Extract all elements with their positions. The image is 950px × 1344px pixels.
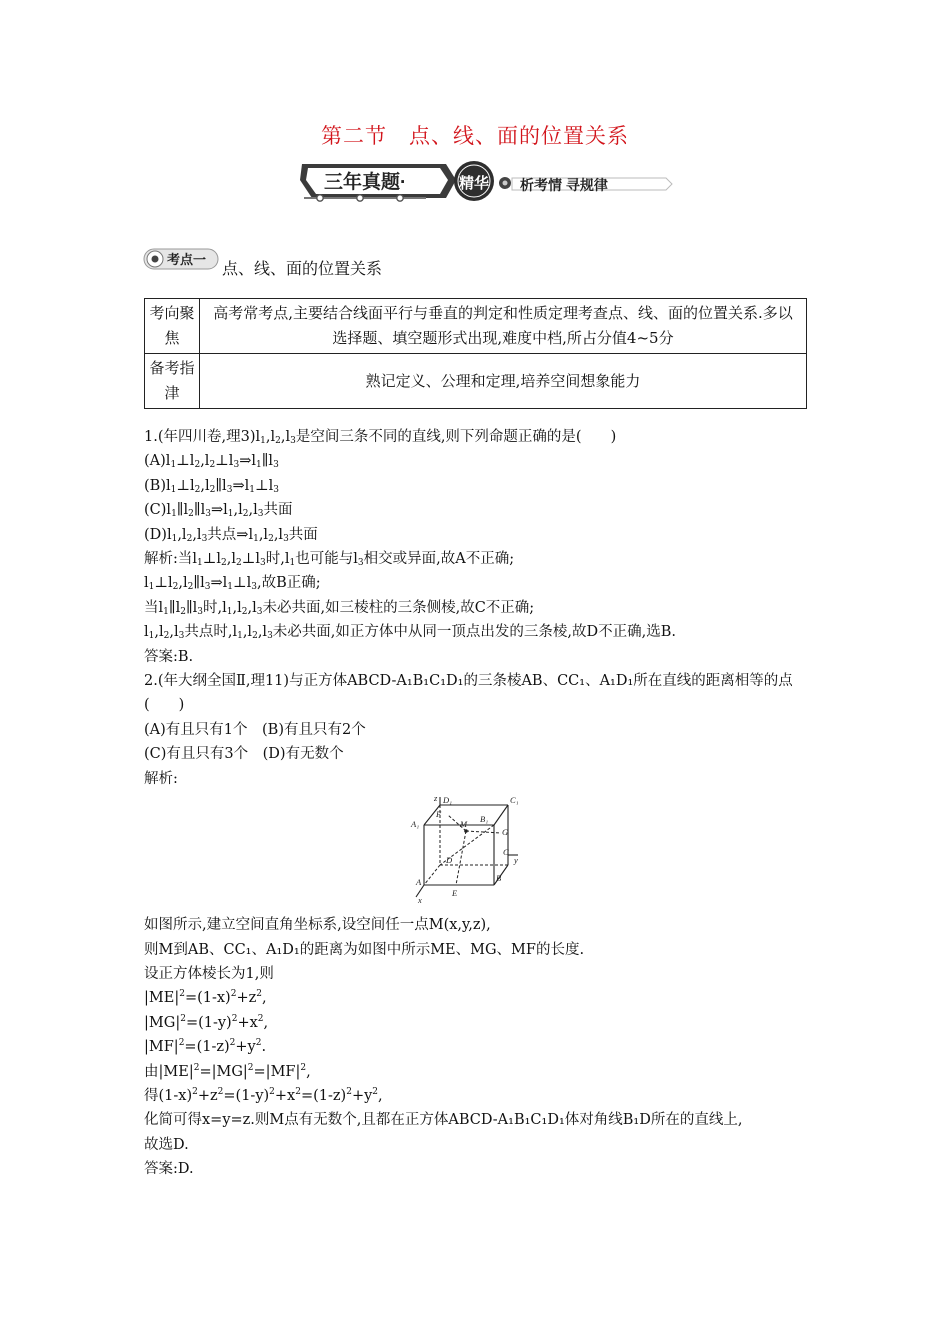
q2-eq-result: 得$(1-x)^2+z^2=(1-y)^2+x^2=(1-z)^2+y^2$, (144, 1086, 383, 1104)
q2-eq-mg: $|MG|^2=(1-y)^2+x^2$, (144, 1013, 269, 1031)
section-number: 第二节 (321, 124, 387, 148)
q2-analysis-label: 解析: (144, 770, 178, 787)
table-head-guide: 备考指津 (145, 354, 200, 409)
q1-option-c: $(C)l_1\parallel l_2\parallel l_3\Rightarrow l_1,l_2,l_3$共面 (144, 502, 293, 520)
table-head-focus: 考向聚焦 (145, 299, 200, 354)
fig-label-b1: B₁ (480, 814, 489, 825)
q2-eq-mf: $|MF|^2=(1-z)^2+y^2$. (144, 1038, 267, 1056)
fig-label-z: z (434, 795, 438, 804)
q1-analysis-4: $l_1,l_2,l_3$共点时$,l_1,l_2,l_3$未必共面,如正方体中从同一顶点出发的三条棱,故D不正确,选B. (144, 624, 677, 642)
q1-answer: 答案:B. (144, 648, 194, 665)
q1-analysis-1: 解析:当$l_1\perp l_2,l_2\perp l_3$时$,l_1$也可能与$l_3$相交或异面,故A不正确; (144, 551, 515, 569)
table-row (145, 299, 807, 354)
fig-label-e: E (452, 888, 458, 899)
q2-solution-2: 则M到AB、CC₁、A₁D₁的距离为如图中所示ME、MG、MF的长度. (144, 941, 585, 958)
q2-stem: 2.(年大纲全国Ⅱ,理11)与正方体ABCD-A₁B₁C₁D₁的三条棱AB、CC₁、A₁D₁所在直线的距离相等的点( ) (144, 673, 793, 714)
q2-solution-1: 如图所示,建立空间直角坐标系,设空间任一点M(x,y,z), (144, 917, 491, 934)
fig-label-b: B (496, 873, 502, 884)
q1-analysis-2: $l_1\perp l_2,l_2\parallel l_3\Rightarrow l_1\perp l_3$,故B正确; (144, 575, 321, 593)
fig-label-m: M (460, 819, 468, 830)
q1-option-b: $(B)l_1\perp l_2,l_2\parallel l_3\Rightarrow l_1\perp l_3$ (144, 477, 279, 495)
fig-label-x: x (418, 895, 422, 906)
page-title (0, 120, 950, 150)
q1-analysis-3: 当$l_1\parallel l_2\parallel l_3$时$,l_1,l_2,l_3$未必共面,如三棱柱的三条侧棱,故C不正确; (144, 599, 535, 617)
kaodian-badge-label: 考点一 (167, 252, 207, 267)
q2-options-ab: (A)有且只有1个 (B)有且只有2个 (144, 721, 366, 738)
main-content (144, 425, 816, 1182)
fig-label-a1: A₁ (411, 819, 420, 830)
q2-solution-9: 化简可得x=y=z.则M点有无数个,且都在正方体ABCD-A₁B₁C₁D₁体对角线B₁D所在的直线上, (144, 1112, 743, 1129)
table-cell-focus: 高考常考点,主要结合线面平行与垂直的判定和性质定理考查点、线、面的位置关系.多以选择题、填空题形式出现,难度中档,所占分值4~5分 (200, 299, 807, 354)
q1-option-d: $(D)l_1,l_2,l_3$共点$\Rightarrow l_1,l_2,l_3$共面 (144, 526, 318, 544)
q2-options-cd: (C)有且只有3个 (D)有无数个 (144, 746, 344, 763)
q2-answer: 答案:D. (144, 1161, 194, 1178)
fig-label-y: y (514, 855, 518, 866)
section-banner (296, 158, 686, 204)
fig-label-c: C (503, 847, 509, 858)
fig-label-g: G (502, 827, 509, 838)
exam-focus-table (144, 298, 807, 409)
banner-main: 三年真题· (324, 172, 407, 193)
q2-solution-3: 设正方体棱长为1,则 (144, 965, 274, 982)
banner-seal: 精华 (459, 175, 490, 192)
fig-label-d: D (446, 855, 453, 866)
q2-eq-equal: 由$|ME|^2=|MG|^2=|MF|^2$, (144, 1062, 311, 1080)
section-title: 点、线、面的位置关系 (409, 124, 629, 148)
cube-figure (410, 795, 520, 907)
table-cell-guide: 熟记定义、公理和定理,培养空间想象能力 (200, 354, 807, 409)
q2-solution-10: 故选D. (144, 1136, 189, 1153)
fig-label-d1: D₁ (443, 795, 453, 806)
q2-eq-me: $|ME|^2=(1-x)^2+z^2$, (144, 989, 267, 1007)
fig-label-c1: C₁ (510, 795, 519, 806)
kaodian-title: 点、线、面的位置关系 (222, 259, 383, 278)
banner-tagline: 析考情 寻规律 (520, 177, 608, 193)
q1-stem: 1.(年四川卷,理$3)l_1,l_2,l_3$是空间三条不同的直线,则下列命题正确的是( ) (144, 429, 617, 446)
table-row (145, 354, 807, 409)
q1-option-a: $(A)l_1\perp l_2,l_2\perp l_3\Rightarrow l_1\parallel l_3$ (144, 453, 279, 471)
kaodian-badge (143, 248, 219, 272)
fig-label-f: F (436, 809, 442, 820)
fig-label-a: A (416, 877, 422, 888)
